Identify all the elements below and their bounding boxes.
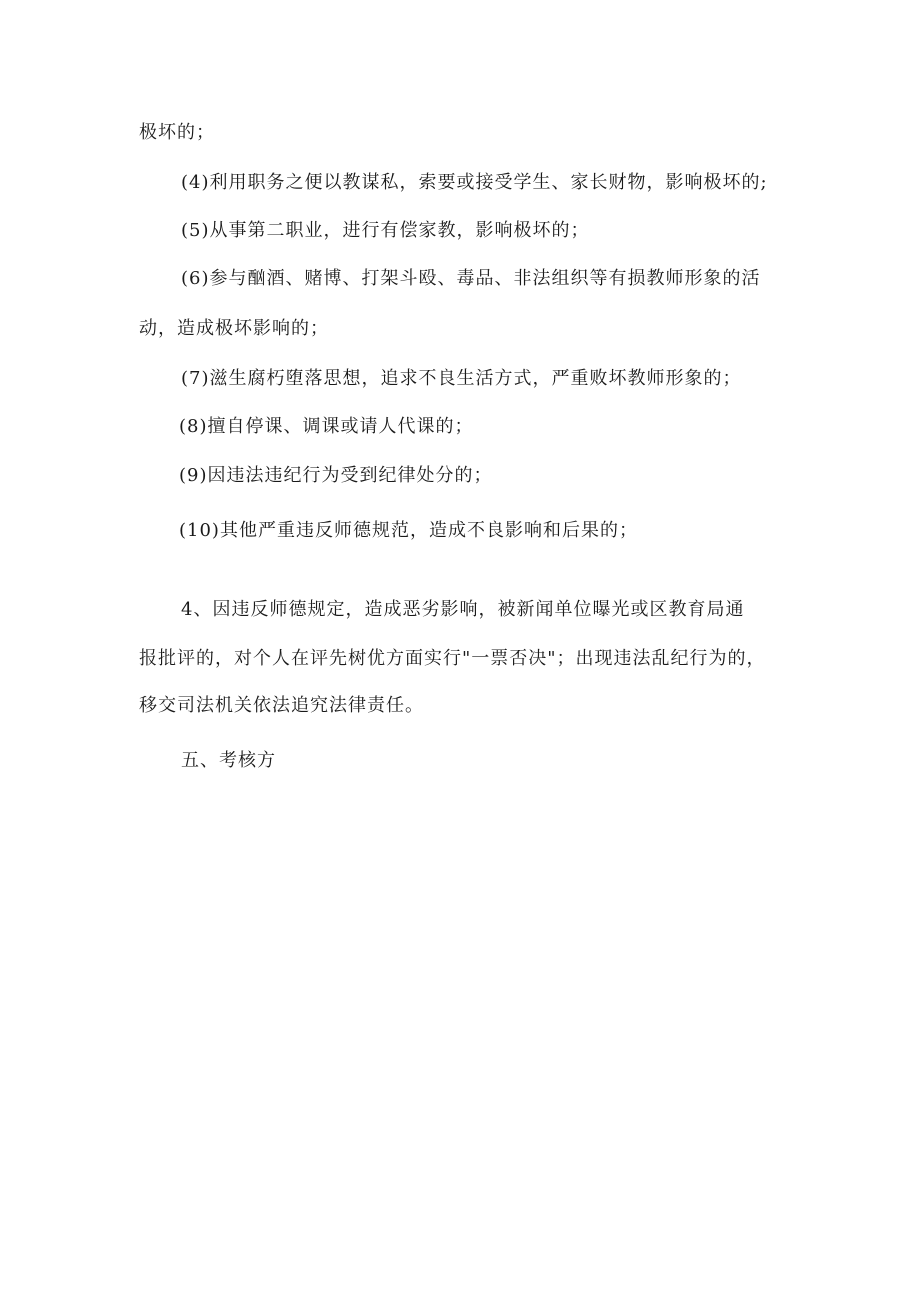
text-line-continuation: 极坏的； xyxy=(139,122,215,143)
list-item-9: (9)因违法违纪行为受到纪律处分的； xyxy=(179,465,493,486)
list-item-6-continuation: 动，造成极坏影响的； xyxy=(139,318,329,339)
section-heading-5: 五、考核方 xyxy=(181,750,276,771)
paragraph-4-line-1: 4、因违反师德规定，造成恶劣影响，被新闻单位曝光或区教育局通 xyxy=(181,599,745,620)
list-item-7: (7)滋生腐朽堕落思想，追求不良生活方式，严重败坏教师形象的； xyxy=(181,368,742,389)
list-item-6: (6)参与酗酒、赌博、打架斗殴、毒品、非法组织等有损教师形象的活 xyxy=(181,268,761,289)
list-item-4: (4)利用职务之便以教谋私，索要或接受学生、家长财物，影响极坏的; xyxy=(181,172,768,193)
list-item-5: (5)从事第二职业，进行有偿家教，影响极坏的； xyxy=(181,220,590,241)
paragraph-4-line-2: 报批评的，对个人在评先树优方面实行"一票否决"；出现违法乱纪行为的， xyxy=(139,648,766,669)
list-item-10: (10)其他严重违反师德规范，造成不良影响和后果的； xyxy=(179,520,638,541)
list-item-8: (8)擅自停课、调课或请人代课的； xyxy=(179,416,474,437)
paragraph-4-line-3: 移交司法机关依法追究法律责任。 xyxy=(139,695,424,716)
